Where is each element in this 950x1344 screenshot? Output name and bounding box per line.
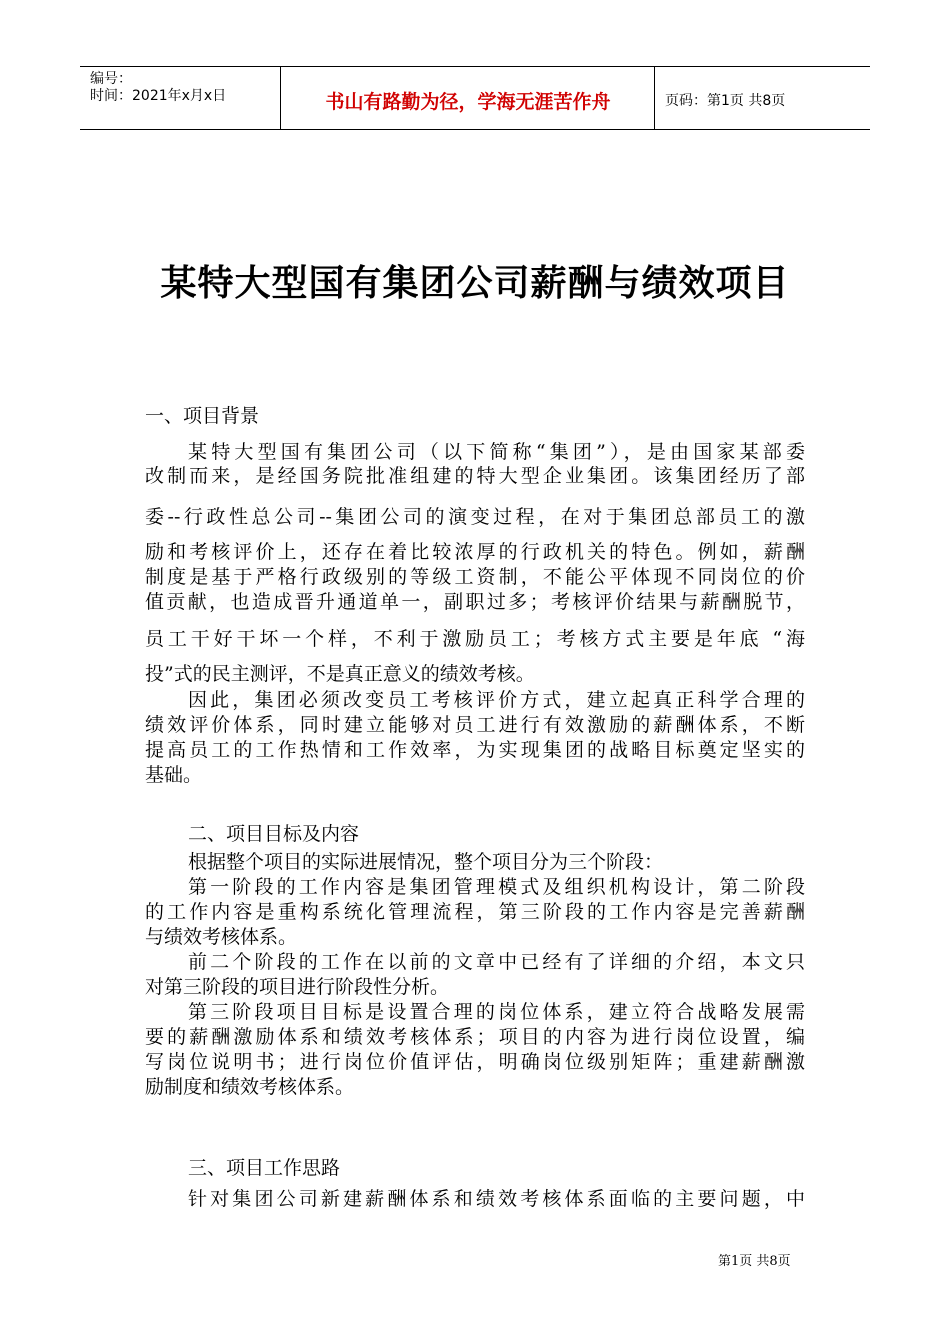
- paragraph-line: 制度是基于严格行政级别的等级工资制，不能公平体现不同岗位的价: [145, 566, 805, 588]
- paragraph-line: 因此，集团必须改变员工考核评价方式，建立起真正科学合理的: [188, 689, 805, 711]
- page-footer: 第1页 共8页: [718, 1254, 791, 1269]
- paragraph-line: 提高员工的工作热情和工作效率，为实现集团的战略目标奠定坚实的: [145, 739, 805, 761]
- header-page-info: 页码：第1页 共8页: [665, 93, 786, 109]
- document-title: 某特大型国有集团公司薪酬与绩效项目: [160, 263, 790, 304]
- paragraph-line: 对第三阶段的项目进行阶段性分析。: [145, 976, 450, 998]
- paragraph-line: 励制度和绩效考核体系。: [145, 1076, 355, 1098]
- paragraph-line: 委--行政性总公司--集团公司的演变过程，在对于集团总部员工的激: [145, 506, 805, 528]
- section-heading-goals: 二、项目目标及内容: [188, 823, 360, 845]
- paragraph-line: 某特大型国有集团公司（以下简称“集团”），是由国家某部委: [188, 441, 805, 463]
- document-time-label: 时间：2021年x月x日: [90, 88, 227, 104]
- paragraph-line: 改制而来，是经国务院批准组建的特大型企业集团。该集团经历了部: [145, 465, 805, 487]
- paragraph-line: 第三阶段项目目标是设置合理的岗位体系，建立符合战略发展需: [188, 1001, 805, 1023]
- header-meta: [90, 71, 226, 105]
- paragraph-line: 励和考核评价上，还存在着比较浓厚的行政机关的特色。例如，薪酬: [145, 541, 805, 563]
- paragraph-line: 针对集团公司新建薪酬体系和绩效考核体系面临的主要问题，中: [188, 1188, 805, 1210]
- header-divider: [654, 67, 655, 129]
- paragraph-line: 第一阶段的工作内容是集团管理模式及组织机构设计，第二阶段: [188, 876, 805, 898]
- paragraph-line: 前二个阶段的工作在以前的文章中已经有了详细的介绍，本文只: [188, 951, 805, 973]
- header-motto: 书山有路勤为径，学海无涯苦作舟: [325, 91, 611, 113]
- page-header: [80, 66, 870, 130]
- section-heading-approach: 三、项目工作思路: [188, 1157, 341, 1179]
- paragraph-line: 绩效评价体系，同时建立能够对员工进行有效激励的薪酬体系，不断: [145, 714, 805, 736]
- paragraph-line: 要的薪酬激励体系和绩效考核体系；项目的内容为进行岗位设置，编: [145, 1026, 805, 1048]
- document-number-label: 编号：: [90, 71, 132, 87]
- paragraph-line: 值贡献，也造成晋升通道单一，副职过多；考核评价结果与薪酬脱节，: [145, 591, 805, 613]
- header-divider: [280, 67, 281, 129]
- paragraph-line: 写岗位说明书；进行岗位价值评估，明确岗位级别矩阵；重建薪酬激: [145, 1051, 805, 1073]
- paragraph-line: 的工作内容是重构系统化管理流程，第三阶段的工作内容是完善薪酬: [145, 901, 805, 923]
- paragraph-line: 投”式的民主测评，不是真正意义的绩效考核。: [145, 663, 535, 685]
- paragraph-line: 员工干好干坏一个样，不利于激励员工；考核方式主要是年底 “海: [145, 628, 805, 650]
- paragraph-line: 与绩效考核体系。: [145, 926, 298, 948]
- paragraph-line: 根据整个项目的实际进展情况，整个项目分为三个阶段：: [188, 851, 664, 873]
- section-heading-background: 一、项目背景: [145, 405, 260, 427]
- paragraph-line: 基础。: [145, 764, 203, 786]
